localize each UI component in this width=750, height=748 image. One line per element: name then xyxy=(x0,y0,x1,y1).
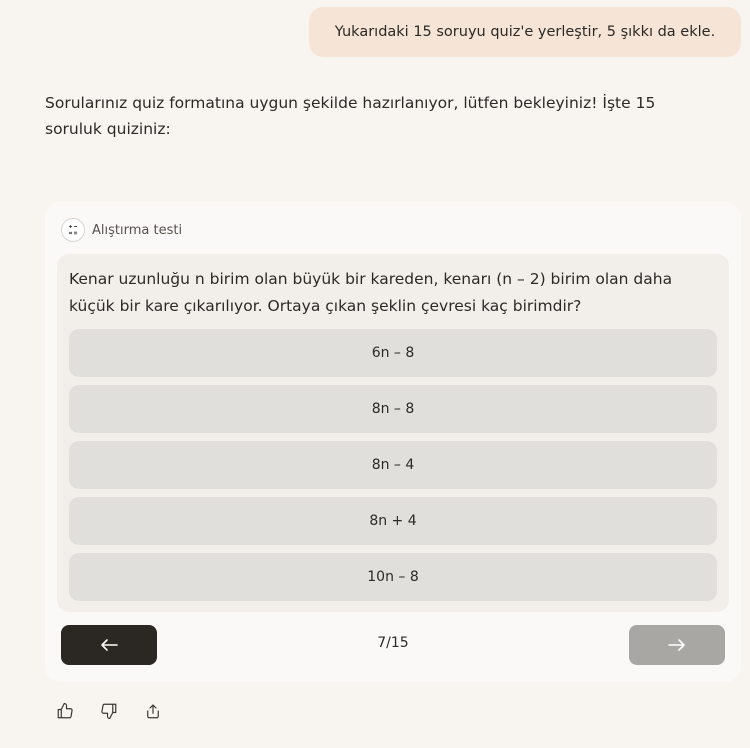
answer-option-2[interactable]: 8n – 8 xyxy=(69,385,717,433)
thumbs-down-icon[interactable] xyxy=(98,700,120,722)
question-panel xyxy=(57,254,729,612)
user-message-text: Yukarıdaki 15 soruyu quiz'e yerleştir, 5 şıkkı da ekle. xyxy=(334,24,716,40)
arrow-right-icon xyxy=(667,638,687,652)
thumbs-up-icon[interactable] xyxy=(54,700,76,722)
answer-option-4[interactable]: 8n + 4 xyxy=(69,497,717,545)
quiz-icon xyxy=(61,218,85,242)
answer-option-5[interactable]: 10n – 8 xyxy=(69,553,717,601)
assistant-message: Sorularınız quiz formatına uygun şekilde hazırlanıyor, lütfen bekleyiniz! İşte 15 soruluk quiziniz: xyxy=(45,94,656,138)
quiz-header-label: Alıştırma testi xyxy=(92,222,183,238)
quiz-card xyxy=(45,202,741,682)
answer-option-1[interactable]: 6n – 8 xyxy=(69,329,717,377)
quiz-header xyxy=(61,218,182,242)
question-text: Kenar uzunluğu n birim olan büyük bir kareden, kenarı (n – 2) birim olan daha küçük bir kare çıkarılıyor. Ortaya çıkan şeklin çevresi kaç birimdir? xyxy=(69,270,673,315)
user-message-bubble xyxy=(309,7,741,57)
feedback-bar xyxy=(54,700,164,722)
question-counter: 7/15 xyxy=(377,635,409,651)
share-icon[interactable] xyxy=(142,700,164,722)
answer-option-3[interactable]: 8n – 4 xyxy=(69,441,717,489)
next-question-button[interactable] xyxy=(629,625,725,665)
